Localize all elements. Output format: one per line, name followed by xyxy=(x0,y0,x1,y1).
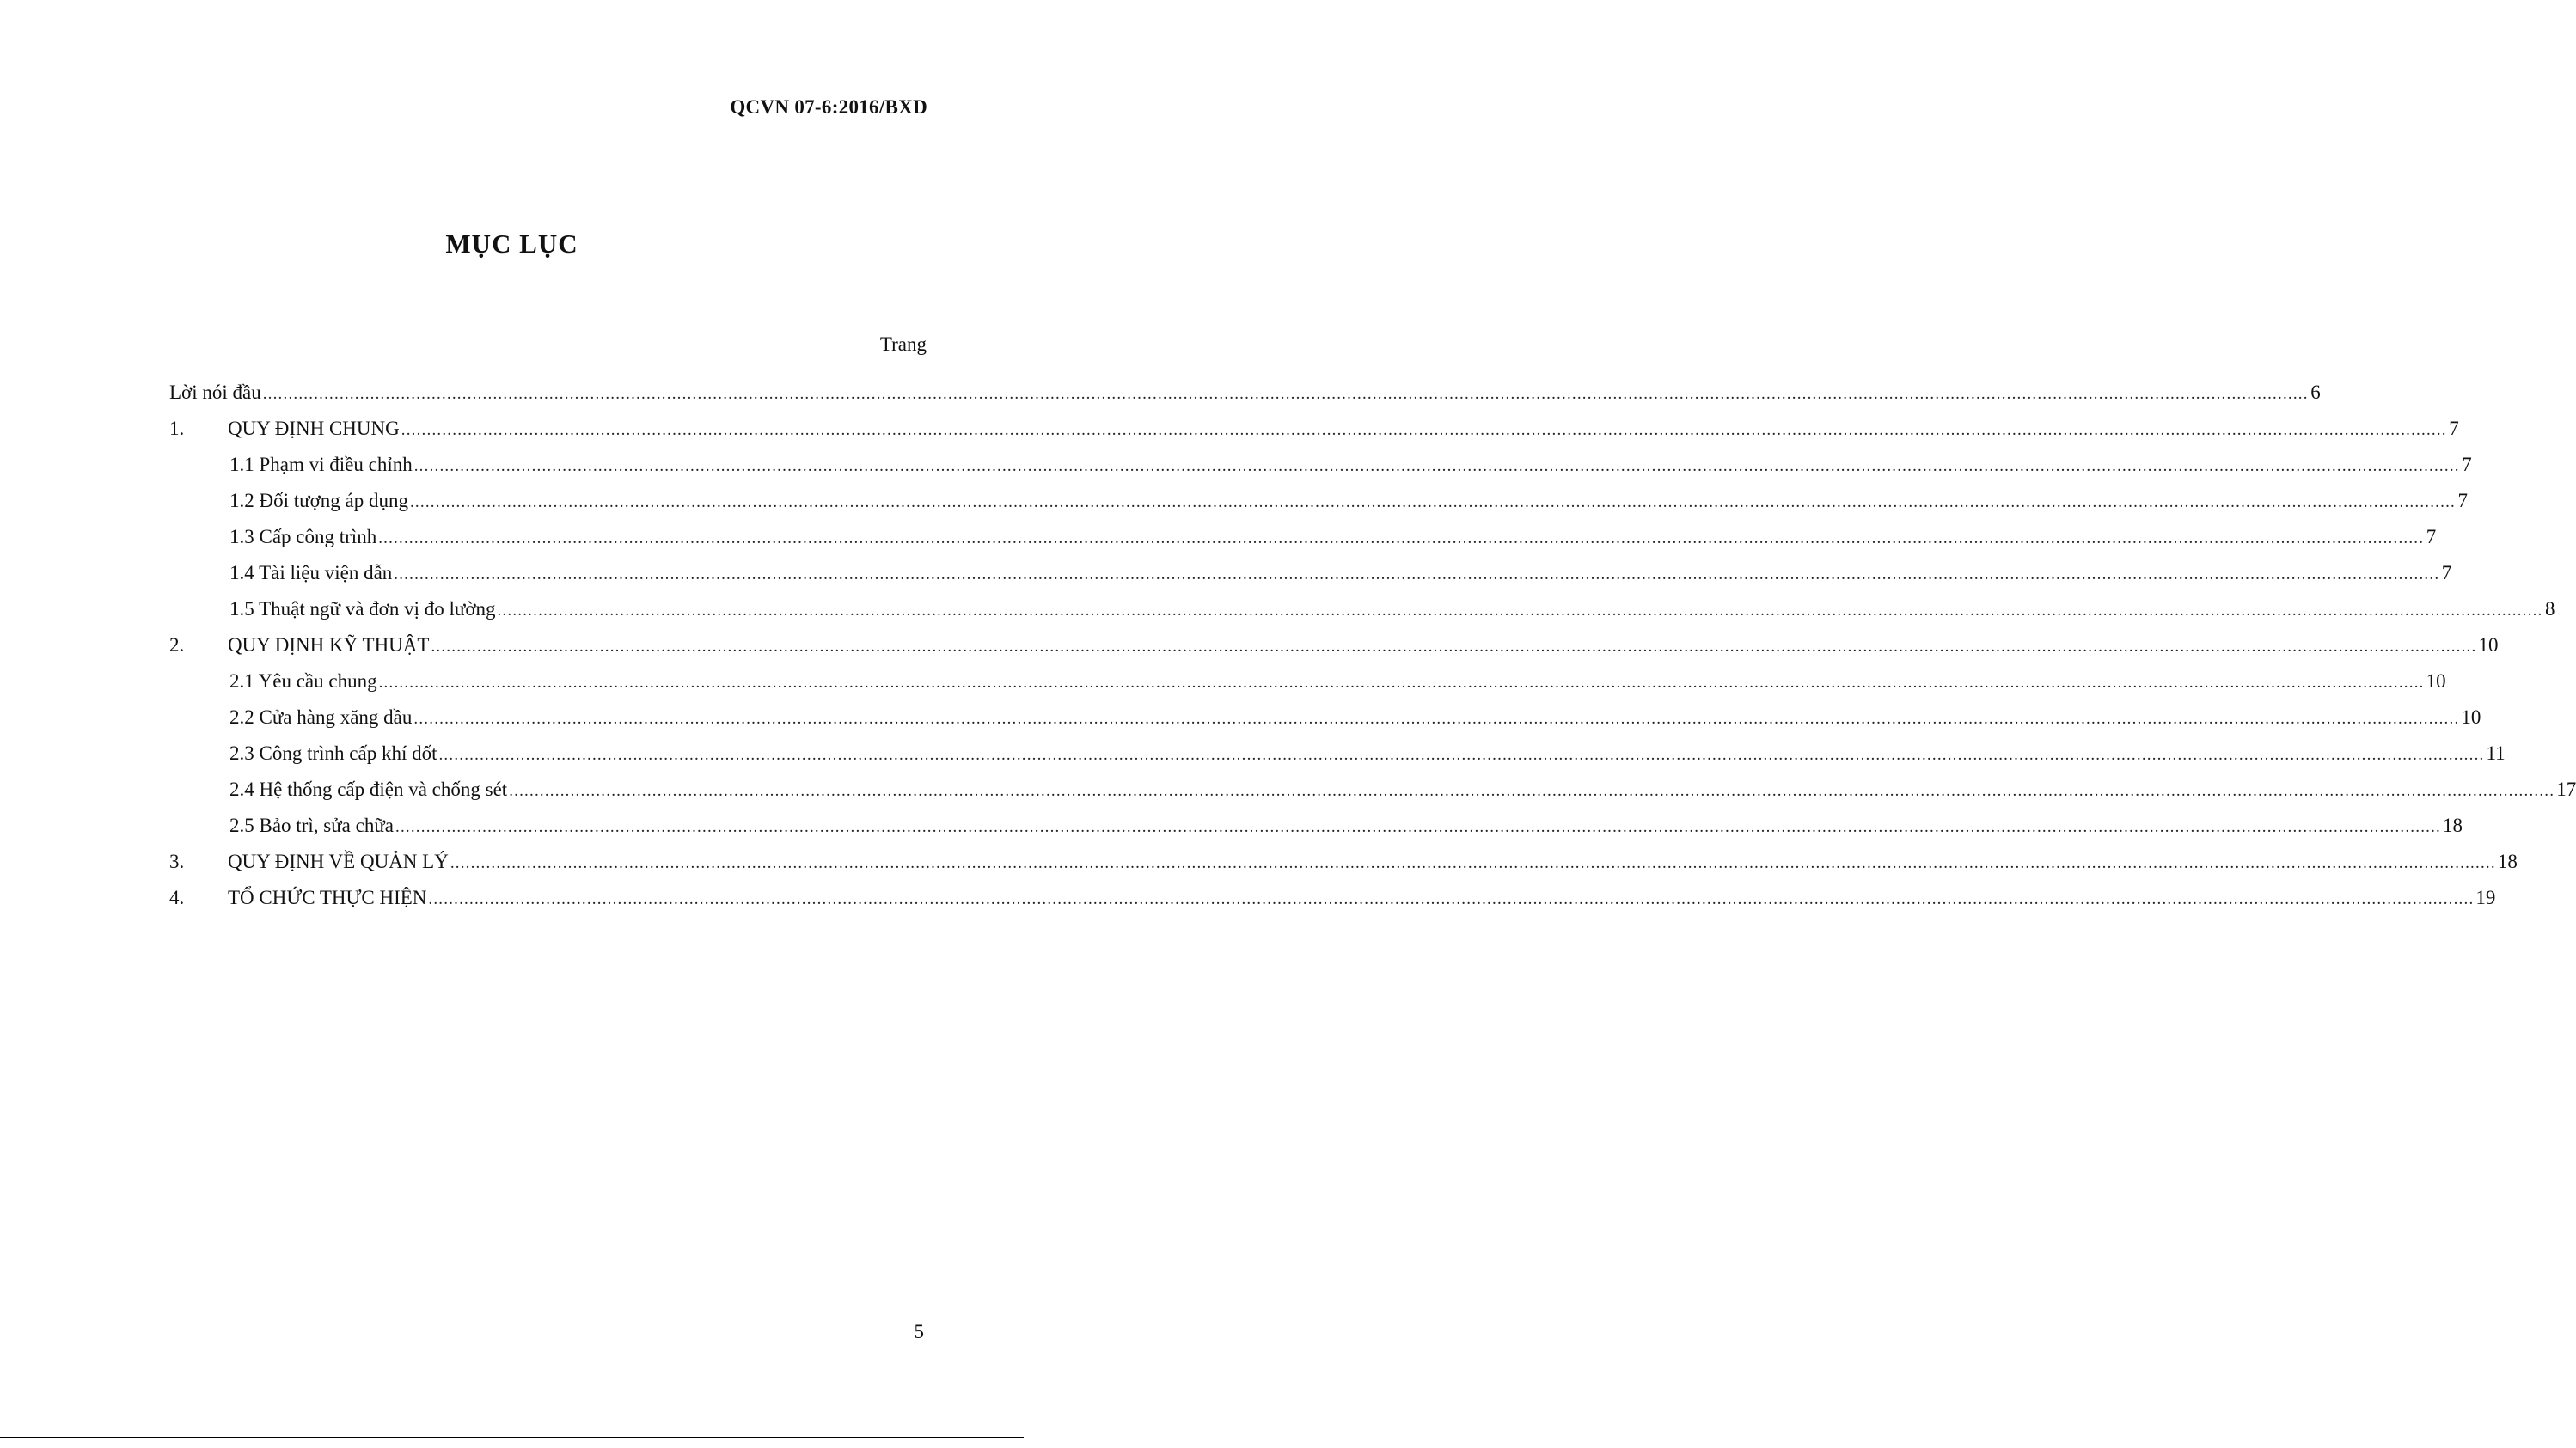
toc-dot-leader: ................................................................................................................................................................................................................................................................................................................................................................................................................ xyxy=(428,890,2475,908)
table-of-contents xyxy=(169,375,2576,916)
toc-entry-title: 1.2 Đối tượng áp dụng xyxy=(229,490,408,511)
toc-dot-leader: ................................................................................................................................................................................................................................................................................................................................................................................................................ xyxy=(438,746,2485,764)
toc-entry-page: 18 xyxy=(2497,851,2518,872)
toc-entry[interactable] xyxy=(169,663,2446,700)
toc-entry-title: 2.4 Hệ thống cấp điện và chống sét xyxy=(229,779,508,800)
toc-entry[interactable] xyxy=(169,591,2555,627)
toc-entry-page: 7 xyxy=(2426,526,2437,547)
toc-entry[interactable] xyxy=(169,555,2452,591)
toc-entry[interactable] xyxy=(169,700,2481,736)
toc-entry-title: 2.3 Công trình cấp khí đốt xyxy=(229,742,437,764)
toc-entry-number: 4. xyxy=(169,887,185,908)
toc-entry-number: 1. xyxy=(169,418,185,439)
toc-entry[interactable] xyxy=(169,375,2321,411)
toc-entry-title: 2.5 Bảo trì, sửa chữa xyxy=(229,815,394,836)
toc-entry[interactable] xyxy=(169,808,2463,844)
toc-dot-leader: ................................................................................................................................................................................................................................................................................................................................................................................................................ xyxy=(378,529,2425,547)
toc-entry-page: 7 xyxy=(2449,418,2459,439)
toc-entry-page: 7 xyxy=(2457,490,2468,511)
toc-entry-title: QUY ĐỊNH KỸ THUẬT xyxy=(228,634,430,656)
toc-dot-leader: ................................................................................................................................................................................................................................................................................................................................................................................................................ xyxy=(394,565,2440,583)
toc-dot-leader: ................................................................................................................................................................................................................................................................................................................................................................................................................ xyxy=(262,385,2309,403)
toc-entry-title: 1.3 Cấp công trình xyxy=(229,526,377,547)
toc-entry-page: 10 xyxy=(2461,706,2481,728)
toc-entry-page: 17 xyxy=(2556,779,2576,800)
toc-dot-leader: ................................................................................................................................................................................................................................................................................................................................................................................................................ xyxy=(409,493,2456,511)
bottom-rule xyxy=(0,1437,1024,1438)
toc-entry-page: 10 xyxy=(2426,670,2446,692)
toc-entry[interactable] xyxy=(169,483,2468,519)
toc-entry-number: 3. xyxy=(169,851,185,872)
toc-entry[interactable] xyxy=(169,772,2576,808)
toc-entry-title: QUY ĐỊNH CHUNG xyxy=(228,418,400,439)
toc-dot-leader: ................................................................................................................................................................................................................................................................................................................................................................................................................ xyxy=(395,818,2441,836)
toc-dot-leader: ................................................................................................................................................................................................................................................................................................................................................................................................................ xyxy=(450,854,2496,872)
toc-entry-number: 2. xyxy=(169,634,185,656)
toc-entry-page: 11 xyxy=(2486,742,2506,764)
toc-dot-leader: ................................................................................................................................................................................................................................................................................................................................................................................................................ xyxy=(413,710,2460,728)
toc-entry[interactable] xyxy=(169,627,2499,663)
toc-dot-leader: ................................................................................................................................................................................................................................................................................................................................................................................................................ xyxy=(497,602,2543,620)
toc-entry-title: 1.4 Tài liệu viện dẫn xyxy=(229,562,393,583)
page-number: 5 xyxy=(914,1321,924,1342)
toc-entry-title: 1.5 Thuật ngữ và đơn vị đo lường xyxy=(229,598,496,620)
toc-dot-leader: ................................................................................................................................................................................................................................................................................................................................................................................................................ xyxy=(509,782,2555,800)
toc-entry-page: 8 xyxy=(2544,598,2555,620)
toc-entry[interactable] xyxy=(169,736,2506,772)
toc-dot-leader: ................................................................................................................................................................................................................................................................................................................................................................................................................ xyxy=(431,638,2477,656)
document-code: QCVN 07-6:2016/BXD xyxy=(730,96,927,118)
toc-entry[interactable] xyxy=(169,519,2437,555)
toc-entry[interactable] xyxy=(169,447,2472,483)
toc-entry-page: 7 xyxy=(2462,454,2472,475)
toc-entry-title: TỔ CHỨC THỰC HIỆN xyxy=(228,887,427,908)
toc-entry-page: 18 xyxy=(2443,815,2463,836)
toc-entry[interactable] xyxy=(169,844,2518,880)
toc-entry[interactable] xyxy=(169,880,2496,916)
toc-dot-leader: ................................................................................................................................................................................................................................................................................................................................................................................................................ xyxy=(378,674,2425,692)
toc-entry-title: 2.1 Yêu cầu chung xyxy=(229,670,377,692)
toc-dot-leader: ................................................................................................................................................................................................................................................................................................................................................................................................................ xyxy=(413,457,2460,475)
toc-entry-title: QUY ĐỊNH VỀ QUẢN LÝ xyxy=(228,851,449,872)
toc-title: MỤC LỤC xyxy=(445,229,578,259)
toc-dot-leader: ................................................................................................................................................................................................................................................................................................................................................................................................................ xyxy=(401,421,2447,439)
toc-entry-title: 2.2 Cửa hàng xăng dầu xyxy=(229,706,413,728)
toc-entry-page: 10 xyxy=(2478,634,2499,656)
toc-entry-page: 6 xyxy=(2310,382,2321,403)
toc-entry-page: 19 xyxy=(2475,887,2496,908)
page-column-label: Trang xyxy=(879,333,927,355)
toc-entry-page: 7 xyxy=(2441,562,2452,583)
toc-entry-title: 1.1 Phạm vi điều chỉnh xyxy=(229,454,413,475)
toc-entry-title: Lời nói đầu xyxy=(169,382,261,403)
toc-entry[interactable] xyxy=(169,411,2459,447)
